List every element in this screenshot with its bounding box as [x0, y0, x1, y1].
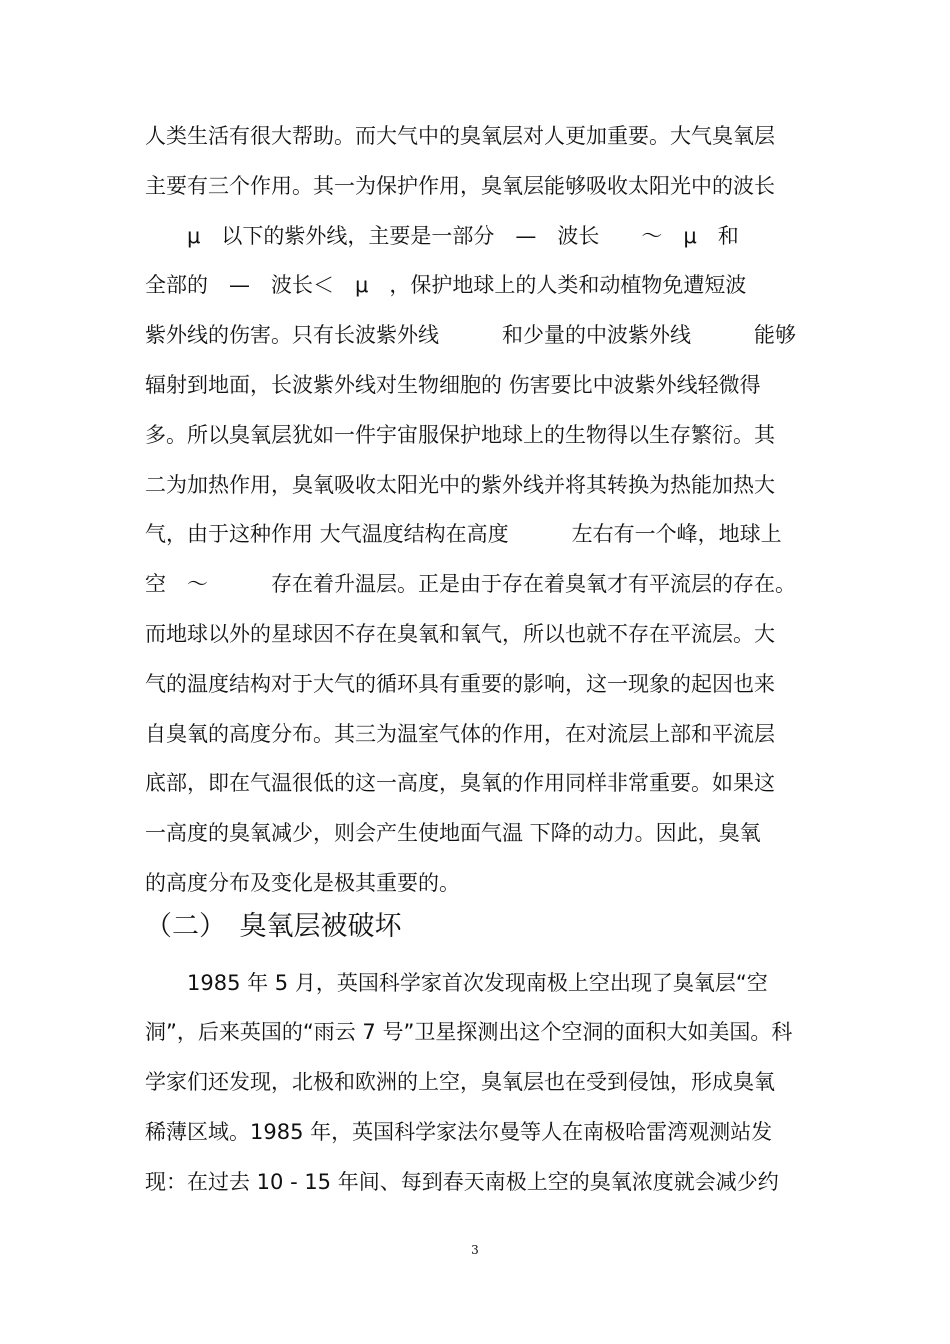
paragraph-line: 辐射到地面，长波紫外线对生物细胞的 伤害要比中波紫外线轻微得 — [145, 373, 761, 397]
paragraph-line: 洞”，后来英国的“雨云 7 号”卫星探测出这个空洞的面积大如美国。科 — [145, 1020, 793, 1044]
paragraph-line: 而地球以外的星球因不存在臭氧和氧气，所以也就不存在平流层。大 — [145, 622, 775, 646]
paragraph-line: 气，由于这种作用 大气温度结构在高度 左右有一个峰，地球上 — [145, 522, 782, 546]
paragraph-line: 人类生活有很大帮助。而大气中的臭氧层对人更加重要。大气臭氧层 — [145, 124, 775, 148]
paragraph-line: 学家们还发现，北极和欧洲的上空，臭氧层也在受到侵蚀，形成臭氧 — [145, 1070, 775, 1094]
paragraph-line: 现：在过去 10 - 15 年间、每到春天南极上空的臭氧浓度就会减少约 — [145, 1170, 779, 1194]
page-number: 3 — [471, 1243, 479, 1257]
paragraph-line: 1985 年 5 月，英国科学家首次发现南极上空出现了臭氧层“空 — [145, 971, 768, 995]
paragraph-line: 稀薄区域。1985 年，英国科学家法尔曼等人在南极哈雷湾观测站发 — [145, 1120, 773, 1144]
paragraph-line: μ 以下的紫外线，主要是一部分 — 波长 ～ μ 和 — [145, 224, 739, 248]
paragraph-line: 紫外线的伤害。只有长波紫外线 和少量的中波紫外线 能够 — [145, 323, 796, 347]
paragraph-line: 二为加热作用，臭氧吸收太阳光中的紫外线并将其转换为热能加热大 — [145, 473, 775, 497]
paragraph-line: 多。所以臭氧层犹如一件宇宙服保护地球上的生物得以生存繁衍。其 — [145, 423, 775, 447]
section-heading: （二） 臭氧层被破坏 — [145, 911, 402, 942]
paragraph-line: 一高度的臭氧减少，则会产生使地面气温 下降的动力。因此，臭氧 — [145, 821, 761, 845]
paragraph-line: 全部的 — 波长＜ μ ，保护地球上的人类和动植物免遭短波 — [145, 273, 747, 297]
paragraph-line: 的高度分布及变化是极其重要的。 — [145, 871, 460, 895]
paragraph-line: 自臭氧的高度分布。其三为温室气体的作用，在对流层上部和平流层 — [145, 722, 775, 746]
paragraph-line: 空 ～ 存在着升温层。正是由于存在着臭氧才有平流层的存在。 — [145, 572, 796, 596]
paragraph-line: 主要有三个作用。其一为保护作用，臭氧层能够吸收太阳光中的波长 — [145, 174, 775, 198]
paragraph-line: 气的温度结构对于大气的循环具有重要的影响，这一现象的起因也来 — [145, 672, 775, 696]
paragraph-line: 底部，即在气温很低的这一高度，臭氧的作用同样非常重要。如果这 — [145, 771, 775, 795]
